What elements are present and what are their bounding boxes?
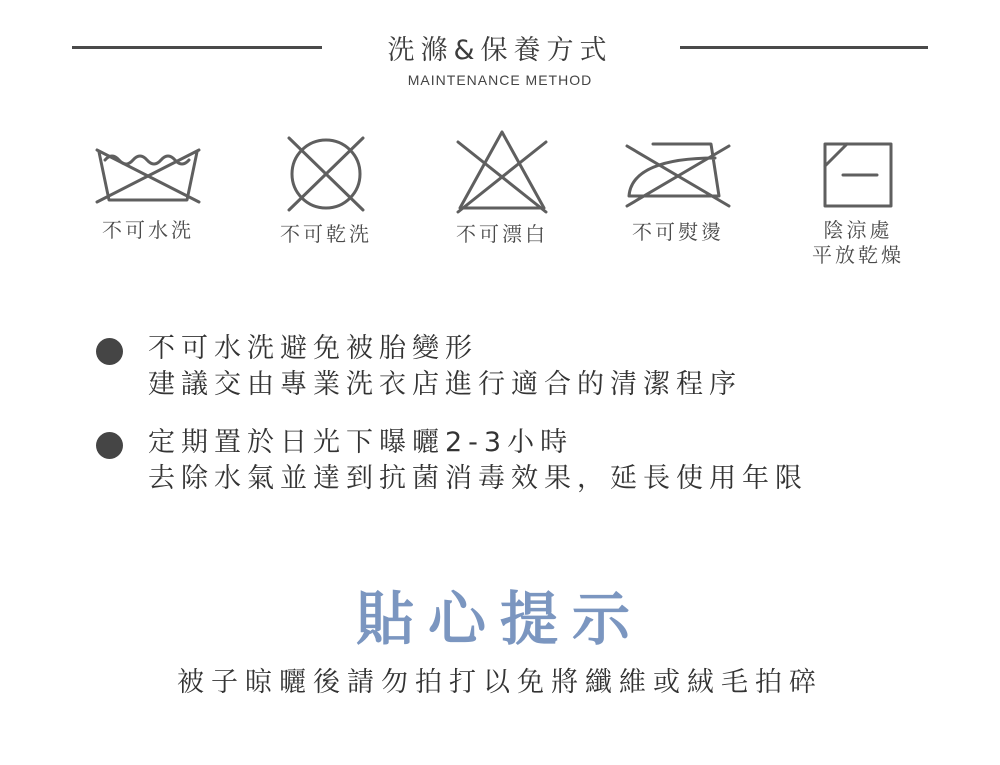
care-label-no-iron: 不可熨燙	[632, 220, 724, 244]
no-wash-icon	[93, 140, 203, 210]
care-label-no-dry-clean: 不可乾洗	[280, 222, 372, 246]
page-subtitle: MAINTENANCE METHOD	[407, 72, 593, 88]
bullet-dot	[96, 338, 123, 365]
care-symbol-no-dry-clean	[246, 134, 406, 247]
no-bleach-icon	[452, 128, 552, 214]
care-symbol-no-iron	[598, 138, 758, 245]
care-label-shade-line2: 平放乾燥	[812, 243, 904, 267]
care-label-shade-line1: 陰涼處	[823, 218, 893, 242]
no-iron-icon	[623, 138, 733, 212]
care-label-no-bleach: 不可漂白	[456, 222, 548, 246]
page-title: 洗滌&保養方式	[387, 35, 613, 66]
note-line: 去除水氣並達到抗菌消毒效果，延長使用年限	[148, 463, 808, 494]
care-label-no-wash: 不可水洗	[102, 218, 194, 242]
care-symbol-no-bleach	[422, 128, 582, 247]
note-line: 建議交由專業洗衣店進行適合的清潔程序	[148, 369, 742, 400]
tip-title: 貼心提示	[355, 585, 644, 653]
bullet-dot	[96, 432, 123, 459]
note-line: 定期置於日光下曝曬2-3小時	[148, 427, 574, 458]
note-line: 不可水洗避免被胎變形	[148, 333, 478, 364]
care-symbol-no-wash	[68, 140, 228, 243]
no-dry-clean-icon	[281, 134, 371, 214]
shade-flat-dry-icon	[821, 140, 895, 210]
care-symbol-shade-flat-dry	[778, 140, 938, 268]
tip-text: 被子晾曬後請勿拍打以免將纖維或絨毛拍碎	[177, 667, 823, 698]
